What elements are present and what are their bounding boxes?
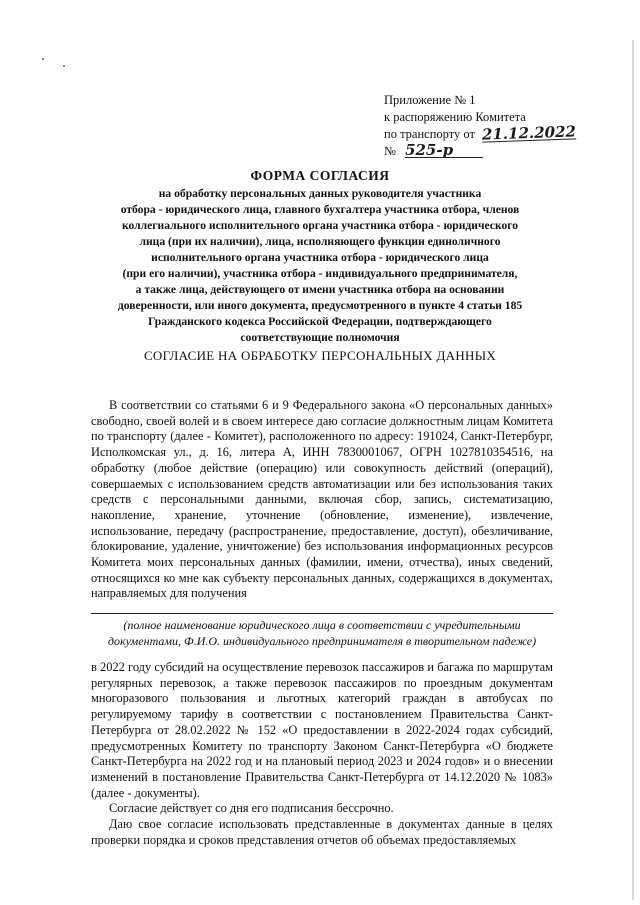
appendix-doc-number-line — [384, 143, 576, 160]
scan-edge — [632, 40, 634, 900]
appendix-date-label: по транспорту от — [384, 127, 475, 141]
title-line: а также лица, действующего от имени участника отбора на основании — [135, 283, 505, 296]
title-line: Гражданского кодекса Российской Федерации, подтверждающего — [148, 315, 492, 328]
paragraph-validity: Согласие действует со дня его подписания бессрочно. — [109, 801, 394, 816]
appendix-number-label: № — [384, 144, 396, 158]
consent-heading: СОГЛАСИЕ НА ОБРАБОТКУ ПЕРСОНАЛЬНЫХ ДАННЫХ — [143, 348, 497, 363]
appendix-order: к распоряжению Комитета — [384, 110, 526, 124]
paragraph-usage: Даю свое согласие использовать представленные в документах данные в целях проверки порядка и сроков представления отчетов об объемах предоставляемых — [91, 817, 553, 847]
scan-speck — [63, 65, 65, 67]
appendix-number: Приложение № 1 — [384, 93, 476, 107]
appendix-block — [384, 92, 576, 160]
body-section-1 — [91, 398, 553, 602]
form-title-block — [86, 167, 554, 346]
form-title: ФОРМА СОГЛАСИЯ — [250, 168, 390, 183]
title-line: доверенности, или иного документа, предусмотренного в пункте 4 статьи 185 — [117, 299, 523, 312]
body-section-2 — [91, 660, 553, 848]
title-line: исполнительного органа участника отбора - юридического лица — [151, 251, 489, 264]
title-line: на обработку персональных данных руководителя участника — [158, 187, 482, 200]
title-line: соответствующие полномочия — [240, 331, 400, 344]
scan-speck — [42, 58, 44, 60]
handwritten-date: 21.12.2022 — [481, 122, 577, 144]
handwritten-doc-number: 525-р — [405, 143, 483, 158]
fill-in-line — [91, 613, 553, 614]
paragraph-subsidies: в 2022 году субсидий на осуществление перевозок пассажиров и багажа по маршрутам регулярных перевозок, а также перевозок пассажиров по проездным документам многоразового пользования и льготных категорий граждан в автобусах по регулируемому тарифу в соответствии с постановлением Правительства Санкт-Петербурга от 28.02.2022 № 152 «О предоставлении в 2022-2024 годах субсидий, предусмотренных Комитету по транспорту Законом Санкт-Петербурга «О бюджете Санкт-Петербурга на 2022 год и на плановый период 2023 и 2024 годов» и о внесении изменений в постановление Правительства Санкт-Петербурга от 14.12.2020 № 1083» (далее - документы). — [91, 660, 553, 800]
paragraph-consent: В соответствии со статьями 6 и 9 Федерального закона «О персональных данных» свободно, своей волей и в своем интересе даю согласие должностным лицам Комитета по транспорту (далее - Комитет), расположенного по адресу: 191024, Санкт-Петербург, Исполкомская ул., д. 16, литера А, ИНН 7830001067, ОГРН 1027810354516, на обработку (любое действие (операцию) или совокупность действий (операций), совершаемых с использованием средств автоматизации или без использования таких средств с персональными данными, включая сбор, запись, систематизацию, накопление, хранение, уточнение (обновление, изменение), извлечение, использование, передачу (распространение, предоставление, доступ), обезличивание, блокирование, удаление, уничтожение) без использования информационных ресурсов Комитета моих персональных данных (фамилии, имени, отчества), иных сведений, относящихся ко мне как субъекту персональных данных, содержащихся в документах, направляемых для получения — [91, 398, 553, 601]
title-line: отбора - юридического лица, главного бухгалтера участника отбора, членов — [120, 203, 520, 216]
fill-in-caption: (полное наименование юридического лица в соответствии с учредительными документами, Ф.И.О. индивидуального предпринимателя в творительном падеже) — [107, 618, 537, 648]
title-line: коллегиального исполнительного органа участника отбора - юридического — [121, 219, 519, 232]
title-line: (при его наличии), участника отбора - индивидуального предпринимателя, — [122, 267, 518, 280]
title-line: лица (при их наличии), лица, исполняющего функции единоличного — [139, 235, 501, 248]
